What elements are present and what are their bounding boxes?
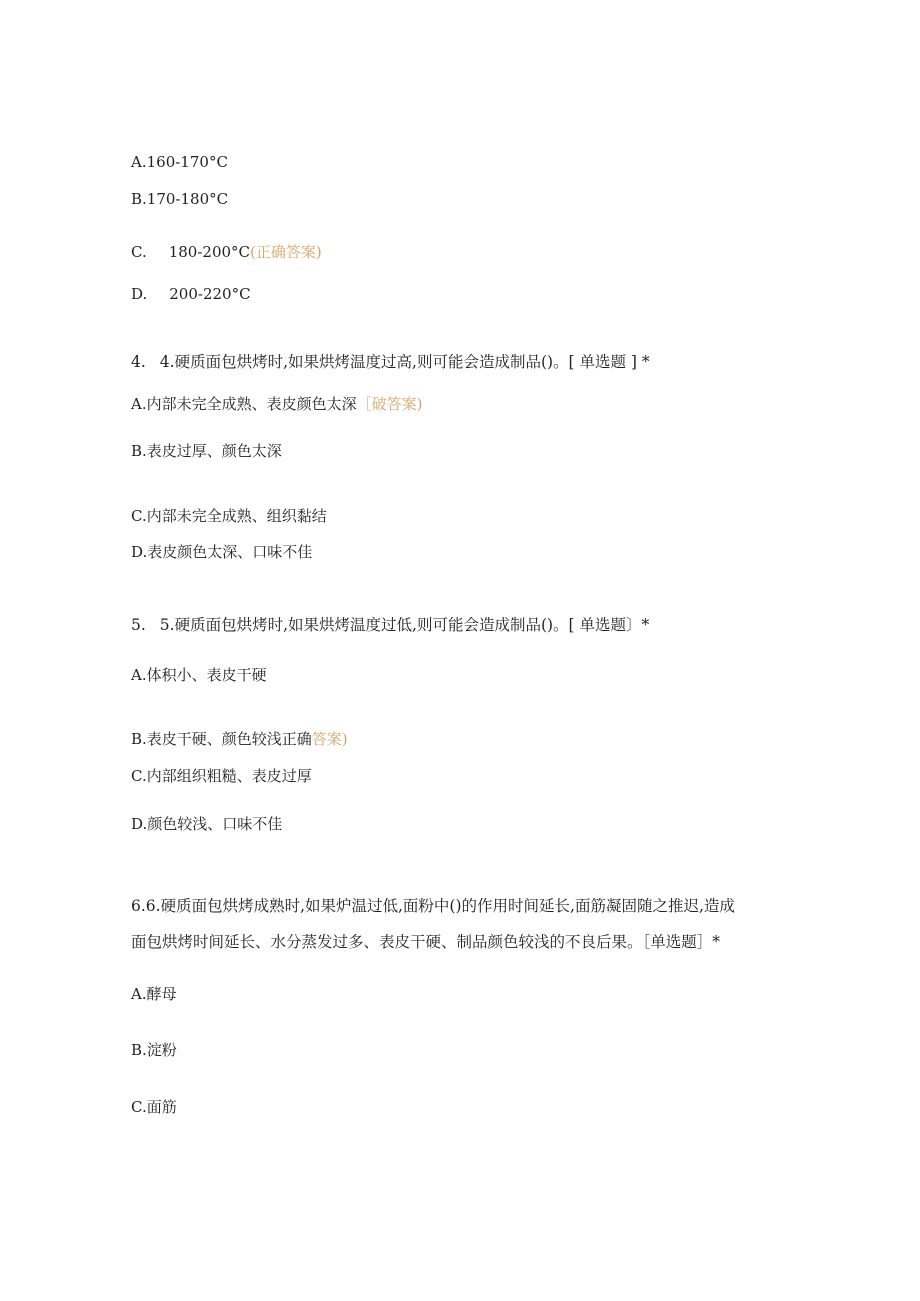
q4-option-b[interactable]: [131, 441, 282, 461]
correct-answer-mark: (正确答案): [250, 243, 322, 261]
q5-title: [131, 615, 649, 635]
question-text: 面包烘烤时间延长、水分蒸发过多、表皮干硬、制品颜色较浅的不良后果。［单选题］*: [131, 933, 721, 951]
q3-option-b[interactable]: [131, 189, 228, 209]
question-text: 4.硬质面包烘烤时,如果烘烤温度过高,则可能会造成制品()。[ 单选题 ] *: [159, 353, 650, 371]
option-label: D.: [131, 285, 148, 303]
q4-option-d[interactable]: [131, 542, 312, 562]
q5-option-c[interactable]: [131, 766, 312, 786]
option-text: D.颜色较浅、口味不佳: [131, 815, 283, 833]
q4-option-a[interactable]: [131, 394, 422, 414]
q3-option-c[interactable]: [131, 242, 322, 262]
option-text: 180-200°C: [168, 243, 251, 261]
option-text: B.淀粉: [131, 1041, 177, 1059]
option-text: C.内部组织粗糙、表皮过厚: [131, 767, 312, 785]
q4-option-c[interactable]: [131, 506, 327, 526]
q5-option-d[interactable]: [131, 814, 282, 834]
option-label: C.: [131, 243, 147, 261]
option-text: 200-220°C: [169, 285, 251, 303]
option-text: A.酵母: [131, 985, 177, 1003]
option-text: 170-180°C: [146, 190, 229, 208]
q6-title-line-1: [131, 896, 735, 916]
question-text: 6.6.硬质面包烘烤成熟时,如果炉温过低,面粉中()的作用时间延长,面筋凝固随之推迟,造成: [131, 897, 735, 915]
option-text: 160-170°C: [146, 153, 228, 171]
q5-option-a[interactable]: [131, 665, 267, 685]
q5-option-b[interactable]: [131, 729, 348, 749]
question-number: 5.: [131, 616, 146, 634]
q3-option-a[interactable]: [131, 152, 228, 172]
q3-option-d[interactable]: [131, 284, 251, 304]
question-text: 5.硬质面包烘烤时,如果烘烤温度过低,则可能会造成制品()。[ 单选题〕*: [159, 616, 650, 634]
q6-option-b[interactable]: [131, 1040, 177, 1060]
option-text: C.内部未完全成熟、组织黏结: [131, 507, 327, 525]
option-text: A.内部未完全成熟、表皮颜色太深: [131, 395, 357, 413]
option-text: A.体积小、表皮干硬: [131, 666, 267, 684]
correct-answer-mark: ［破答案): [356, 395, 423, 413]
q4-title: [131, 352, 650, 372]
q6-option-c[interactable]: [131, 1097, 177, 1117]
q6-option-a[interactable]: [131, 984, 177, 1004]
option-text: C.面筋: [131, 1098, 177, 1116]
option-label: B.: [131, 190, 147, 208]
option-text: B.表皮过厚、颜色太深: [131, 442, 282, 460]
option-text: D.表皮颜色太深、口味不佳: [131, 543, 313, 561]
option-text: B.表皮干硬、颜色较浅正确: [131, 730, 312, 748]
option-label: A.: [131, 153, 147, 171]
correct-answer-mark: 答案): [311, 730, 348, 748]
question-number: 4.: [131, 353, 146, 371]
q6-title-line-2: [131, 932, 720, 952]
